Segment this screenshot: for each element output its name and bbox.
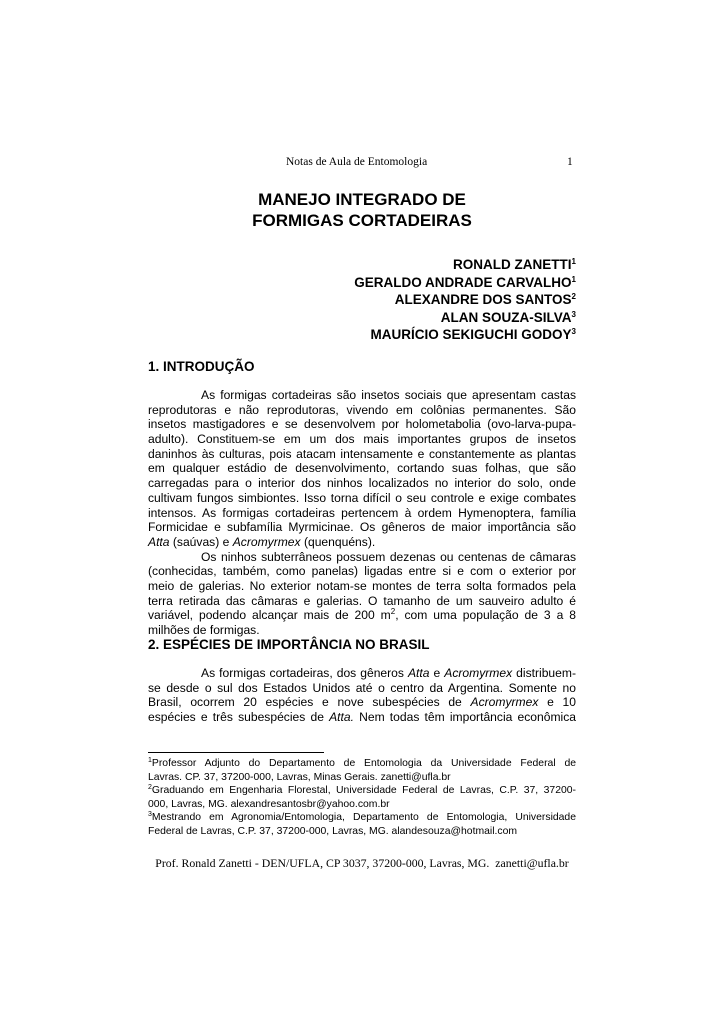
footnote-marker: 2 (148, 784, 152, 791)
footnote-line (148, 811, 576, 825)
footnote-text: Mestrando em Agronomia/Entomologia, Departamento de Entomologia, Universidade (151, 812, 576, 823)
text-line (148, 608, 576, 623)
genus-atta: Atta (407, 666, 430, 680)
affiliation-marker: 3 (571, 309, 576, 319)
text-span: Nem todas têm importância econômica (353, 710, 576, 725)
footnote-line (148, 757, 576, 771)
footnote-line: 000, Lavras, MG. alexandresantosbr@yahoo.com.br (148, 798, 390, 810)
area-text: variável, podendo alcançar mais de 200 m (148, 608, 391, 623)
genus-acromyrmex: Acromyrmex (232, 534, 301, 549)
footnote-line: Lavras. CP. 37, 37200-000, Lavras, Minas Gerais. zanetti@ufla.br (148, 771, 451, 783)
page-number: 1 (567, 156, 573, 168)
author (148, 274, 576, 292)
affiliation-marker: 2 (571, 292, 576, 301)
footnote-line: Federal de Lavras, C.P. 37, 37200-000, Lavras, MG. alandesouza@hotmail.com (148, 825, 518, 837)
area-text-end: , com uma população de 3 a 8 (395, 608, 576, 623)
text-line: cultivam fungos simbiontes. Isso torna difícil o seu controle e exige combates (148, 490, 576, 505)
text-line: carregadas para o interior dos ninhos localizados no interior do solo, onde (148, 476, 576, 491)
text-span: distribuem- (512, 666, 576, 680)
genus-atta: Atta. (329, 710, 354, 725)
page-footer: Prof. Ronald Zanetti - DEN/UFLA, CP 3037, 37200-000, Lavras, MG. zanetti@ufla.br (155, 856, 569, 870)
text-line: reprodutoras e não reprodutoras, vivendo em colônias permanentes. São (148, 402, 576, 417)
author-name: ALAN SOUZA-SILVA (440, 309, 572, 325)
text-line: As formigas cortadeiras são insetos sociais que apresentam castas (201, 388, 576, 402)
genus-acromyrmex: Acromyrmex (444, 666, 513, 680)
text-span: e (429, 666, 445, 680)
author (148, 309, 576, 327)
text-line: adulto). Constituem-se em um dos mais importantes grupos de insetos (148, 432, 576, 447)
genus-acromyrmex: Acromyrmex (470, 695, 539, 710)
text-line: meio de galerias. No exterior notam-se montes de terra solta formados pela (148, 578, 576, 593)
author (148, 256, 576, 274)
footnote-line (148, 784, 576, 798)
text-line: em qualquer estádio de desenvolvimento, cortando suas folhas, que são (148, 461, 576, 476)
text-line: milhões de formigas. (148, 623, 260, 637)
text-line: terra retirada das câmaras e galerias. O tamanho de um sauveiro adulto é (148, 593, 576, 608)
author-name: RONALD ZANETTI (453, 257, 572, 272)
section-heading-introducao: 1. INTRODUÇÃO (148, 359, 255, 374)
text-span: As formigas cortadeiras, dos gêneros (201, 666, 408, 680)
text-line: daninhos às culturas, pois atacam intensamente e constantemente as plantas (148, 446, 576, 461)
area-exponent: 2 (390, 607, 396, 617)
footnotes (148, 757, 576, 838)
footnote-marker: 3 (148, 811, 152, 818)
author-list (148, 256, 576, 344)
document-title (148, 189, 576, 231)
text-line: se desde o sul dos Estados Unidos até o centro da Argentina. Somente no (148, 680, 576, 695)
running-header: Notas de Aula de Entomologia (286, 156, 428, 168)
text-line: Os ninhos subterrâneos possuem dezenas ou centenas de câmaras (201, 549, 576, 564)
section-body-introducao (148, 388, 576, 638)
footnote-separator (148, 752, 324, 753)
section-heading-especies: 2. ESPÉCIES DE IMPORTÂNCIA NO BRASIL (148, 637, 430, 652)
author (148, 291, 576, 309)
footnote-text: Professor Adjunto do Departamento de Entomologia da Universidade Federal de (151, 758, 576, 769)
text-span: e 10 (538, 695, 577, 710)
title-line-2: FORMIGAS CORTADEIRAS (252, 211, 472, 230)
text-span: Brasil, ocorrem 20 espécies e nove subespécies de (148, 695, 471, 710)
common-name-text: (quenquéns). (300, 534, 376, 549)
author-name: GERALDO ANDRADE CARVALHO (354, 274, 572, 290)
section-body-especies (148, 666, 576, 725)
affiliation-marker: 1 (571, 274, 576, 284)
affiliation-marker: 3 (571, 327, 576, 336)
text-line: Formicidae e subfamília Myrmicinae. Os gêneros de maior importância são (148, 520, 576, 535)
footnote-text: Graduando em Engenharia Florestal, Universidade Federal de Lavras, C.P. 37, 37200- (151, 785, 576, 796)
text-line (148, 695, 576, 710)
text-line: (conhecidas, também, como panelas) ligadas entre si e com o exterior por (148, 564, 576, 579)
text-line: intensos. As formigas cortadeiras pertencem à ordem Hymenoptera, família (148, 505, 576, 520)
title-line-1: MANEJO INTEGRADO DE (258, 190, 466, 209)
common-name-text: (saúvas) e (169, 534, 233, 549)
text-line (148, 535, 576, 550)
genus-atta: Atta (148, 534, 170, 549)
author (148, 326, 576, 344)
text-span: espécies e três subespécies de (148, 710, 330, 725)
text-line (148, 710, 576, 725)
author-name: ALEXANDRE DOS SANTOS (394, 292, 572, 307)
text-line (148, 666, 576, 681)
affiliation-marker: 1 (571, 257, 576, 266)
text-line: insetos mastigadores e se desenvolvem por holometabolia (ovo-larva-pupa- (148, 417, 576, 432)
author-name: MAURÍCIO SEKIGUCHI GODOY (370, 327, 572, 342)
footnote-marker: 1 (148, 757, 152, 764)
